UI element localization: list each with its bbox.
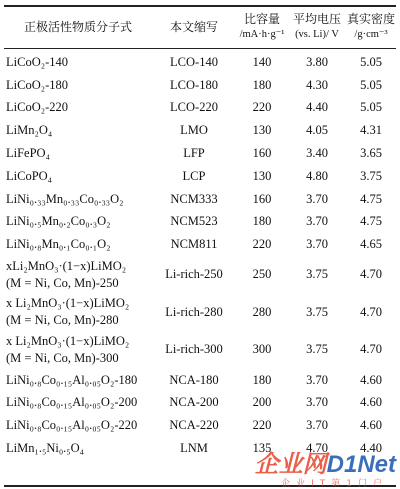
cell-voltage: 3.70 [306,418,328,433]
watermark-text-b: D1Net [326,451,396,478]
cell-density: 4.60 [360,418,382,433]
cell-voltage: 3.75 [306,342,328,357]
watermark-text-a: 企业网 [254,451,327,478]
cell-abbr: LCO-140 [170,54,218,69]
cell-voltage: 3.70 [306,237,328,252]
cell-formula [6,391,154,414]
cell-density: 4.31 [360,123,382,138]
cell-formula [6,233,154,256]
formula-line: LiMn₂O₄ [6,123,53,138]
cell-density: 4.75 [360,214,382,229]
cell-abbr: NCA-180 [169,372,219,387]
cell-capacity: 220 [252,237,272,252]
table-row [4,331,396,369]
cell-capacity: 160 [252,146,272,161]
cell-density: 4.65 [360,237,382,252]
cell-formula [6,256,154,294]
cell-abbr: LNM [180,440,208,455]
header-density [346,7,396,47]
table-row [4,165,396,188]
cell-formula [6,437,154,460]
cell-formula [6,294,154,332]
cell-density: 4.75 [360,191,382,206]
formula-line: LiNi₀.₈Co₀.₁₅Al₀.₀₅O₂-200 [6,395,138,410]
watermark-subtext: 企业IT第1门户 [281,479,388,489]
cell-abbr: Li-rich-280 [165,304,223,319]
cell-capacity: 200 [252,395,272,410]
table-row [4,119,396,142]
formula-line: LiNi₀.₈Co₀.₁₅Al₀.₀₅O₂-220 [6,418,138,433]
formula-line: LiMn₁.₅Ni₀.₅O₄ [6,440,85,455]
formula-line: LiCoPO₄ [6,168,53,183]
cell-abbr: NCM811 [170,237,218,252]
table-header-rule [4,48,396,49]
cell-voltage: 4.80 [306,168,328,183]
cell-voltage: 4.30 [306,77,328,92]
cell-density: 3.75 [360,168,382,183]
formula-line: LiNi₀.₃₃Mn₀.₃₃Co₀.₃₃O₂ [6,191,124,206]
cell-formula [6,414,154,437]
cell-formula [6,331,154,369]
cell-abbr: Li-rich-300 [165,342,223,357]
cell-abbr: NCM523 [170,214,218,229]
header-voltage [288,7,346,47]
cell-voltage: 3.70 [306,372,328,387]
table-row [4,211,396,234]
cell-density: 4.60 [360,372,382,387]
cell-density: 4.70 [360,342,382,357]
formula-line: x Li₂MnO₃·(1−x)LiMO₂ [6,333,130,348]
cell-capacity: 140 [252,54,272,69]
cell-capacity: 180 [252,372,272,387]
cell-capacity: 160 [252,191,272,206]
formula-line: (M = Ni, Co, Mn)-300 [6,350,119,365]
cell-formula [6,119,154,142]
table-row [4,256,396,294]
cell-capacity: 180 [252,77,272,92]
watermark-logo [255,444,396,479]
cell-formula [6,188,154,211]
cell-density: 5.05 [360,77,382,92]
table-row [4,97,396,120]
cell-abbr: LCP [182,168,206,183]
cell-formula [6,74,154,97]
cell-abbr: NCA-200 [169,395,219,410]
table-row [4,74,396,97]
cell-formula [6,211,154,234]
cell-voltage: 3.75 [306,304,328,319]
table-row [4,294,396,332]
formula-line: (M = Ni, Co, Mn)-250 [6,275,119,290]
cell-capacity: 280 [252,304,272,319]
table-body [4,51,396,460]
cell-capacity: 220 [252,418,272,433]
cell-density: 4.70 [360,267,382,282]
formula-line: x Li₂MnO₃·(1−x)LiMO₂ [6,296,130,311]
cell-voltage: 3.75 [306,267,328,282]
cell-voltage: 4.05 [306,123,328,138]
cell-density: 5.05 [360,54,382,69]
cell-formula [6,369,154,392]
cell-capacity: 130 [252,123,272,138]
cell-capacity: 180 [252,214,272,229]
table-row [4,391,396,414]
table-row [4,51,396,74]
formula-line: LiNi₀.₈Mn₀.₁Co₀.₁O₂ [6,237,111,252]
cell-abbr: NCM333 [170,191,218,206]
header-capacity-unit: /mA·h·g⁻¹ [239,29,285,40]
header-voltage-label: 平均电压 [292,12,341,26]
formula-line: LiCoO₂-220 [6,100,68,115]
formula-line: LiNi₀.₈Co₀.₁₅Al₀.₀₅O₂-180 [6,372,138,387]
cell-abbr: LCO-180 [170,77,218,92]
table-header [4,7,396,47]
cell-density: 5.05 [360,100,382,115]
header-abbr-label: 本文缩写 [169,19,218,34]
cell-voltage: 3.70 [306,191,328,206]
header-formula [4,7,152,47]
header-density-unit: /g·cm⁻³ [354,29,388,40]
cell-formula [6,142,154,165]
cell-density: 4.40 [360,440,382,455]
cell-voltage: 3.70 [306,395,328,410]
cell-voltage: 3.70 [306,214,328,229]
header-capacity [236,7,288,47]
header-capacity-label: 比容量 [243,12,280,26]
header-abbr [152,7,236,47]
cell-capacity: 220 [252,100,272,115]
cell-capacity: 250 [252,267,272,282]
header-formula-label: 正极活性物质分子式 [23,19,132,34]
cell-abbr: LMO [180,123,208,138]
cell-abbr: LCO-220 [170,100,218,115]
table-row [4,369,396,392]
table-row [4,188,396,211]
cell-abbr: Li-rich-250 [165,267,223,282]
formula-line: LiNi₀.₅Mn₀.₂Co₀.₃O₂ [6,214,111,229]
table-row [4,414,396,437]
table-row [4,233,396,256]
cell-density: 4.70 [360,304,382,319]
cell-capacity: 130 [252,168,272,183]
formula-line: (M = Ni, Co, Mn)-280 [6,313,119,328]
cell-capacity: 300 [252,342,272,357]
cell-formula [6,165,154,188]
header-density-label: 真实密度 [346,12,395,26]
formula-line: LiCoO₂-180 [6,77,68,92]
table-row [4,142,396,165]
cell-capacity: 135 [252,440,272,455]
formula-line: xLi₂MnO₃·(1−x)LiMO₂ [6,258,127,273]
cell-voltage: 3.40 [306,146,328,161]
cell-voltage: 3.80 [306,54,328,69]
cell-voltage: 4.40 [306,100,328,115]
cell-density: 3.65 [360,146,382,161]
cell-abbr: LFP [183,146,205,161]
formula-line: LiCoO₂-140 [6,54,68,69]
formula-line: LiFePO₄ [6,146,50,161]
cell-formula [6,51,154,74]
cell-formula [6,97,154,120]
header-voltage-unit: (vs. Li)/ V [295,29,339,40]
cell-density: 4.60 [360,395,382,410]
cell-voltage: 4.70 [306,440,328,455]
cell-abbr: NCA-220 [169,418,219,433]
